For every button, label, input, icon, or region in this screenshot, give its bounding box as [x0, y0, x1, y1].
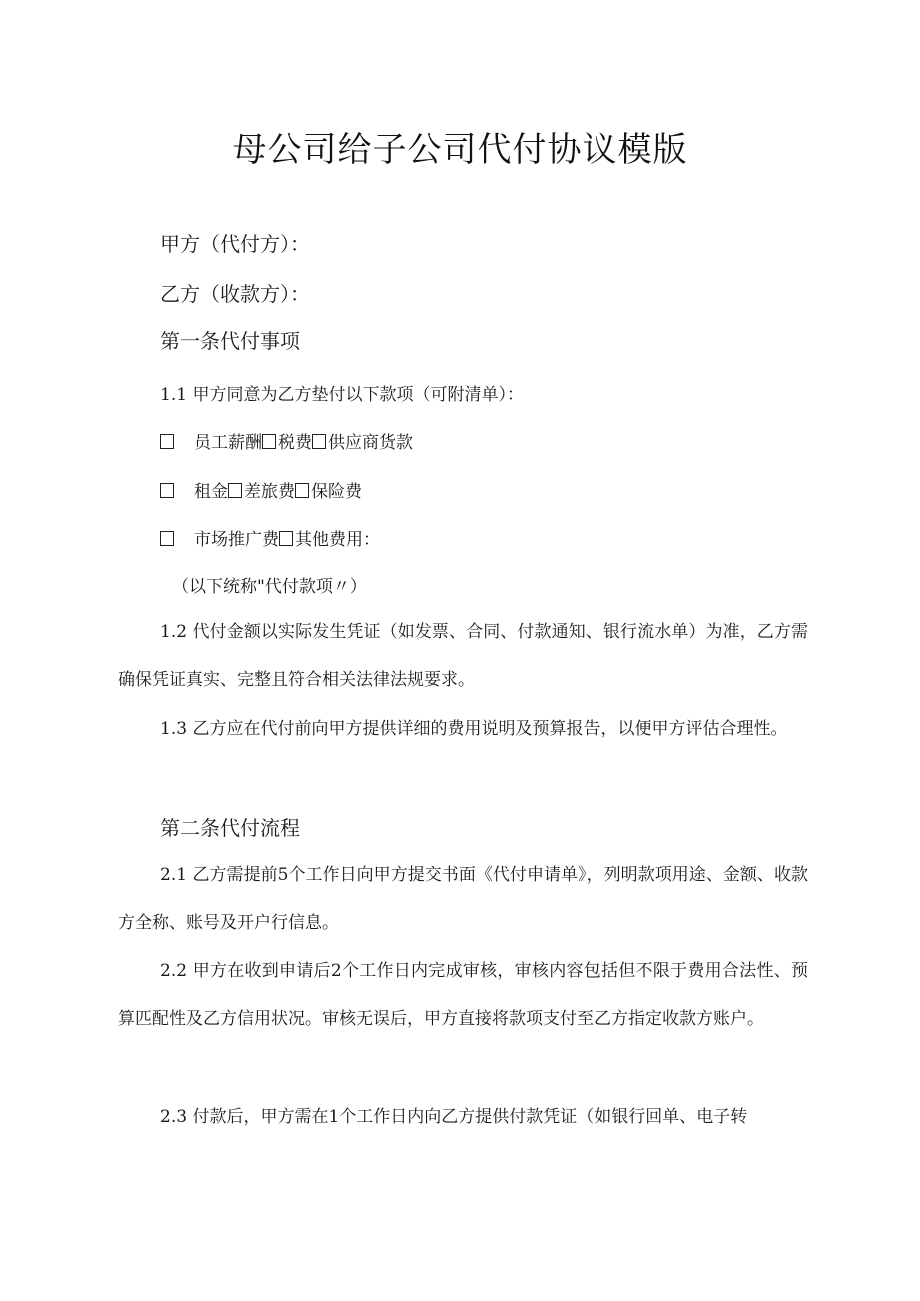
clause-1-2: 1.2 代付金额以实际发生凭证（如发票、合同、付款通知、银行流水单）为准，乙方需确保凭证真实、完整且符合相关法律法规要求。 [118, 622, 808, 690]
option-row-1 [160, 428, 413, 453]
option-label: 员工薪酬 [194, 433, 262, 453]
checkbox[interactable] [228, 483, 242, 498]
option-label: 市场推广费 [194, 530, 279, 550]
code-name-note: （以下统称"代付款项〃） [172, 577, 367, 597]
clause-2-1: 2.1 乙方需提前5个工作日向甲方提交书面《代付申请单》，列明款项用途、金额、收款方全称、账号及开户行信息。 [118, 865, 808, 933]
option-label: 保险费 [311, 482, 362, 502]
option-row-2 [160, 477, 362, 502]
option-row-3 [160, 525, 380, 550]
option-label: 供应商货款 [328, 433, 413, 453]
option-label: 其他费用： [295, 530, 380, 550]
checkbox[interactable] [160, 434, 174, 449]
document-title: 母公司给子公司代付协议模版 [232, 130, 688, 170]
checkbox[interactable] [160, 483, 174, 498]
clause-2-3: 2.3 付款后，甲方需在1个工作日内向乙方提供付款凭证（如银行回单、电子转 [160, 1107, 748, 1127]
clause-2-2: 2.2 甲方在收到申请后2个工作日内完成审核，审核内容包括但不限于费用合法性、预算匹配性及乙方信用状况。审核无误后，甲方直接将款项支付至乙方指定收款方账户。 [118, 961, 808, 1029]
article-1-heading: 第一条代付事项 [160, 329, 300, 353]
option-label: 税费 [278, 433, 312, 453]
clause-1-1: 1.1 甲方同意为乙方垫付以下款项（可附清单）： [160, 385, 524, 405]
checkbox[interactable] [295, 483, 309, 498]
party-a-label: 甲方（代付方）： [160, 232, 310, 256]
option-label: 租金 [194, 482, 228, 502]
checkbox[interactable] [279, 531, 293, 546]
checkbox[interactable] [160, 531, 174, 546]
checkbox[interactable] [262, 434, 276, 449]
article-2-heading: 第二条代付流程 [160, 816, 300, 840]
clause-1-3: 1.3 乙方应在代付前向甲方提供详细的费用说明及预算报告，以便甲方评估合理性。 [160, 719, 788, 739]
option-label: 差旅费 [244, 482, 295, 502]
checkbox[interactable] [312, 434, 326, 449]
party-b-label: 乙方（收款方）： [160, 282, 310, 306]
